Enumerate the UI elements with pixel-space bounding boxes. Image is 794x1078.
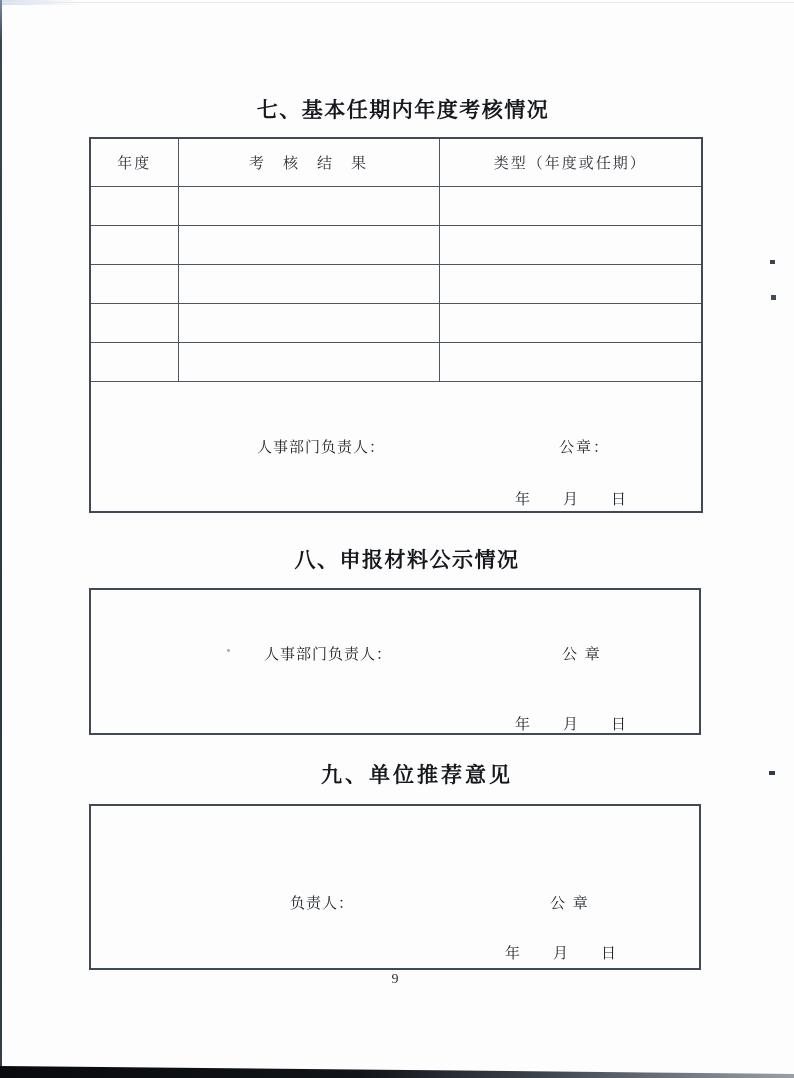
official-seal-label: 公 章 xyxy=(562,647,602,663)
result-cell xyxy=(178,264,439,303)
signature-cell xyxy=(90,381,702,512)
assessment-table xyxy=(89,137,703,513)
date-year-label: 年 xyxy=(505,946,521,962)
result-cell xyxy=(178,225,439,264)
recommendation-box xyxy=(89,804,701,970)
col-header-result: 考 核 结 果 xyxy=(178,138,439,186)
table-row xyxy=(90,264,702,303)
table-row xyxy=(90,342,702,381)
date-year-label: 年 xyxy=(515,717,531,733)
official-seal-label: 公 章 xyxy=(550,896,590,912)
scan-speck xyxy=(771,295,776,300)
date-day-label: 日 xyxy=(611,717,627,733)
type-cell xyxy=(439,303,702,342)
type-cell xyxy=(439,186,702,225)
date-line xyxy=(515,717,626,734)
result-cell xyxy=(178,303,439,342)
result-cell xyxy=(178,342,439,381)
col-header-type: 类型（年度或任期） xyxy=(439,138,702,186)
year-cell xyxy=(90,264,178,303)
hr-head-label: 人事部门负责人： xyxy=(257,439,386,456)
result-cell xyxy=(178,186,439,225)
date-day-label: 日 xyxy=(611,491,627,508)
type-cell xyxy=(439,264,702,303)
scan-edge-left xyxy=(0,0,2,1070)
section-7-title: 七、基本任期内年度考核情况 xyxy=(256,99,550,122)
date-month-label: 月 xyxy=(553,946,569,962)
table-header-row xyxy=(90,138,702,186)
page-number: 9 xyxy=(391,972,399,987)
year-cell xyxy=(90,303,178,342)
date-line xyxy=(505,946,616,963)
table-row xyxy=(90,225,702,264)
date-month-label: 月 xyxy=(563,491,579,508)
date-line xyxy=(515,492,626,509)
hr-head-label: 人事部门负责人： xyxy=(264,647,393,663)
official-seal-label: 公章： xyxy=(559,439,611,456)
date-year-label: 年 xyxy=(515,491,531,508)
date-day-label: 日 xyxy=(601,946,617,962)
section-9-title: 九、单位推荐意见 xyxy=(321,764,513,787)
table-row xyxy=(90,303,702,342)
head-label: 负责人： xyxy=(290,896,355,912)
year-cell xyxy=(90,225,178,264)
scan-speck xyxy=(769,771,775,775)
scan-edge-bottom xyxy=(0,1064,794,1078)
year-cell xyxy=(90,186,178,225)
type-cell xyxy=(439,225,702,264)
section-8-title: 八、申报材料公示情况 xyxy=(294,549,520,572)
scan-top-line xyxy=(0,2,794,3)
col-header-year: 年度 xyxy=(90,138,178,186)
publicity-box xyxy=(89,588,701,735)
scan-speck xyxy=(770,260,775,264)
table-row xyxy=(90,186,702,225)
year-cell xyxy=(90,342,178,381)
signature-row xyxy=(90,381,702,512)
date-month-label: 月 xyxy=(563,717,579,733)
type-cell xyxy=(439,342,702,381)
